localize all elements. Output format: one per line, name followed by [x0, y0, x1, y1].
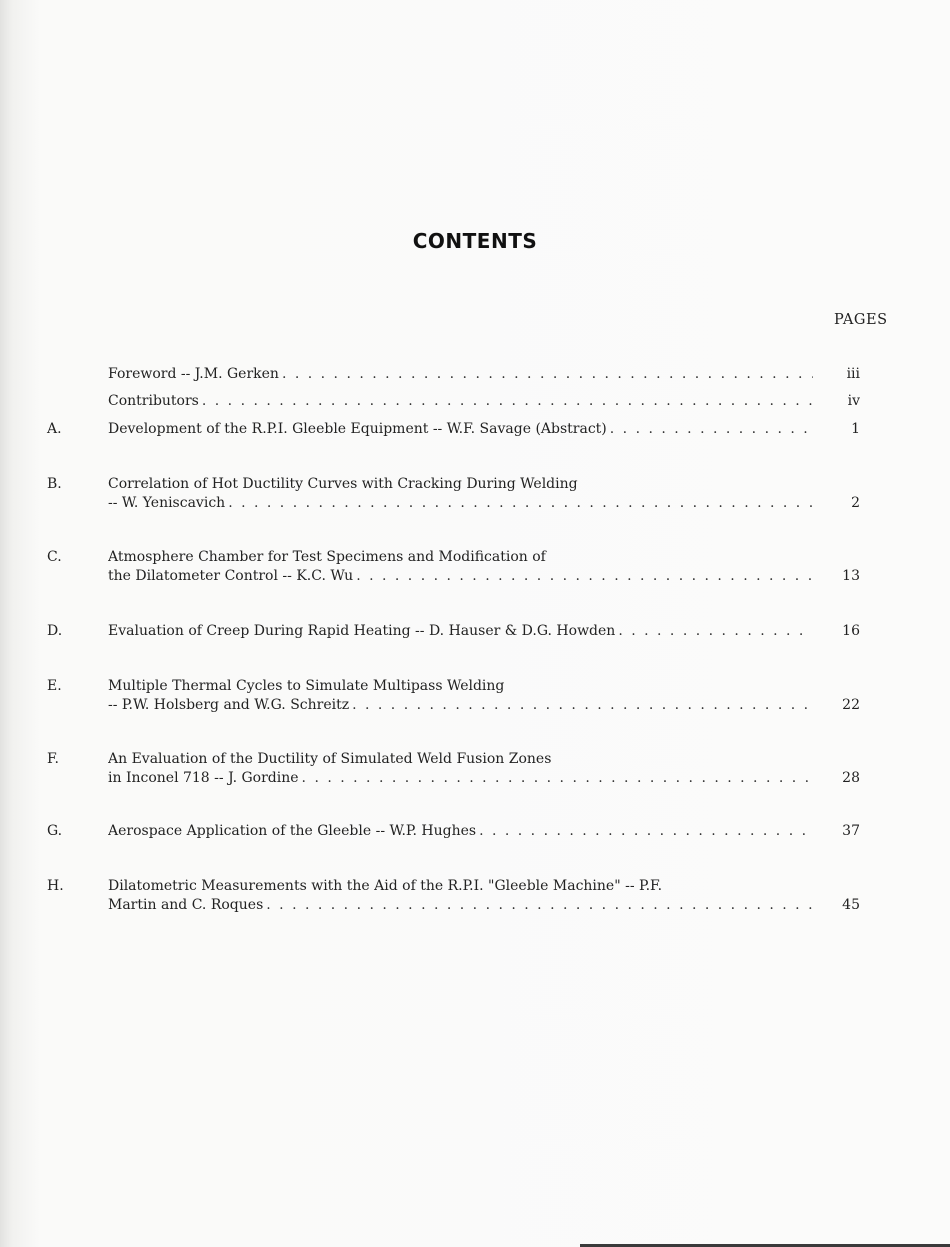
toc-entry-letter: F.	[47, 751, 59, 767]
dot-leader	[610, 420, 813, 439]
toc-entry-page: iii	[846, 366, 860, 382]
toc-entry-letter: G.	[47, 823, 63, 839]
toc-entry-page: 16	[842, 623, 860, 639]
toc-entry-title: Foreword -- J.M. Gerken	[108, 366, 279, 382]
toc-entry-title-line2: -- W. Yeniscavich	[108, 495, 226, 511]
toc-entry-title-line2: the Dilatometer Control -- K.C. Wu	[108, 568, 354, 584]
toc-entry-page: 22	[842, 697, 860, 713]
page-title: CONTENTS	[412, 229, 538, 253]
dot-leader	[228, 494, 813, 513]
toc-entry-title-line1: An Evaluation of the Ductility of Simulated Weld Fusion Zones	[108, 751, 552, 767]
toc-entry-title-line1: Correlation of Hot Ductility Curves with Cracking During Welding	[108, 476, 578, 492]
toc-entry-page: 37	[842, 823, 860, 839]
toc-entry-page: 1	[851, 421, 860, 437]
toc-entry-title-line2: Martin and C. Roques	[108, 897, 264, 913]
toc-entry-title-line2: -- P.W. Holsberg and W.G. Schreitz	[108, 697, 350, 713]
toc-entry-letter: H.	[47, 878, 64, 894]
dot-leader	[618, 622, 813, 641]
toc-entry-page: 45	[842, 897, 860, 913]
toc-entry-title: Aerospace Application of the Gleeble -- W.P. Hughes	[108, 823, 477, 839]
dot-leader	[302, 769, 813, 788]
toc-entry-title: Contributors	[108, 393, 199, 409]
toc-entry-title-line1: Atmosphere Chamber for Test Specimens and Modification of	[108, 549, 546, 565]
toc-entry-title-line1: Multiple Thermal Cycles to Simulate Multipass Welding	[108, 678, 505, 694]
toc-entry-page: 2	[851, 495, 860, 511]
toc-entry-title-line2: in Inconel 718 -- J. Gordine	[108, 770, 299, 786]
toc-entry-letter: B.	[47, 476, 62, 492]
dot-leader	[356, 567, 813, 586]
dot-leader	[352, 696, 813, 715]
toc-entry-letter: A.	[47, 421, 62, 437]
toc-entry-page: iv	[847, 393, 860, 409]
dot-leader	[282, 365, 813, 384]
toc-entry-letter: E.	[47, 678, 62, 694]
dot-leader	[202, 392, 813, 411]
dot-leader	[479, 822, 813, 841]
toc-entry-page: 28	[842, 770, 860, 786]
dot-leader	[266, 896, 813, 915]
toc-entry-title: Development of the R.P.I. Gleeble Equipment -- W.F. Savage (Abstract)	[108, 421, 607, 437]
toc-entry-page: 13	[842, 568, 860, 584]
pages-column-label: PAGES	[834, 312, 888, 328]
toc-entry-letter: D.	[47, 623, 63, 639]
toc-entry-title-line1: Dilatometric Measurements with the Aid of the R.P.I. "Gleeble Machine" -- P.F.	[108, 878, 663, 894]
toc-entry-letter: C.	[47, 549, 62, 565]
toc-entry-title: Evaluation of Creep During Rapid Heating -- D. Hauser & D.G. Howden	[108, 623, 616, 639]
